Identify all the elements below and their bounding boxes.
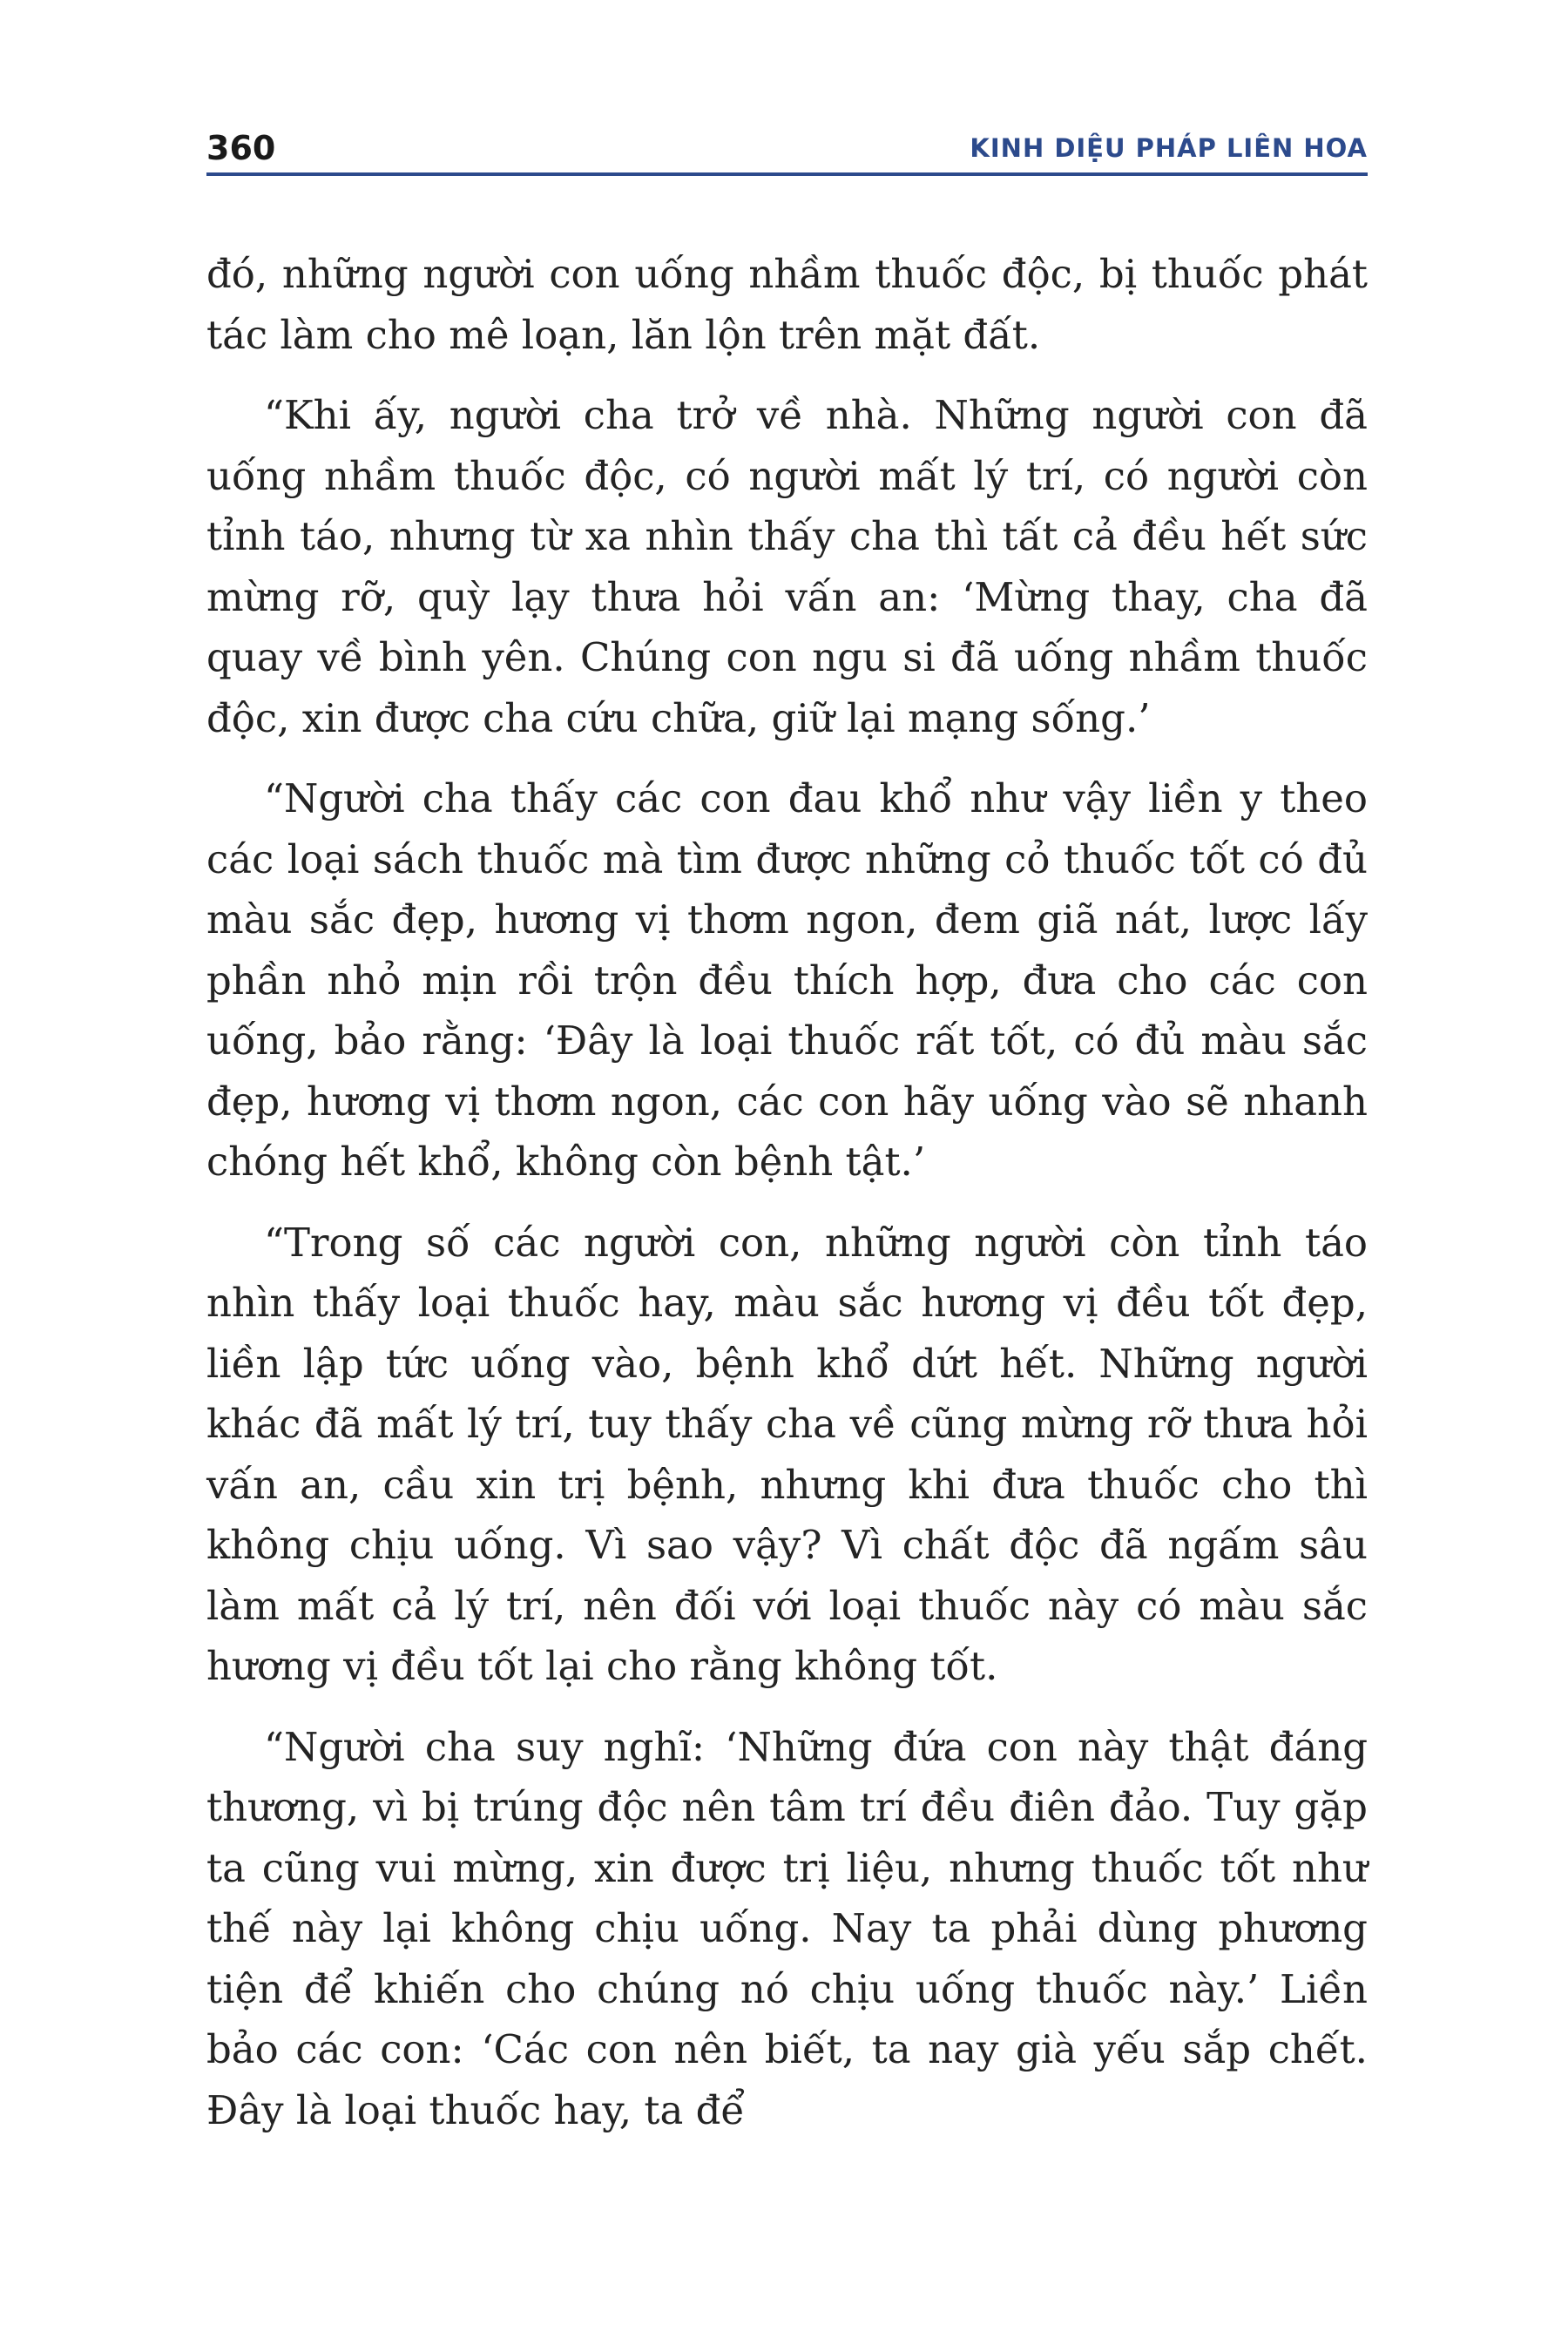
paragraph-2: “Khi ấy, người cha trở về nhà. Những người con đã uống nhầm thuốc độc, có người mất lý trí, có người còn tỉnh táo, nhưng từ xa nhìn thấy cha thì tất cả đều hết sức mừng rỡ, quỳ lạy thưa hỏi vấn an: ‘Mừng thay, cha đã quay về bình yên. Chúng con ngu si đã uống nhầm thuốc độc, xin được cha cứu chữa, giữ lại mạng sống.’ (206, 392, 1368, 741)
paragraph-5: “Người cha suy nghĩ: ‘Những đứa con này thật đáng thương, vì bị trúng độc nên tâm trí đều điên đảo. Tuy gặp ta cũng vui mừng, xin được trị liệu, nhưng thuốc tốt như thế này lại không chịu uống. Nay ta phải dùng phương tiện để khiến cho chúng nó chịu uống thuốc này.’ Liền bảo các con: ‘Các con nên biết, ta nay già yếu sắp chết. Đây là loại thuốc hay, ta để (206, 1723, 1368, 2133)
page-body (206, 244, 1368, 2160)
running-title: KINH DIỆU PHÁP LIÊN HOA (970, 133, 1368, 163)
paragraph-3: “Người cha thấy các con đau khổ như vậy liền y theo các loại sách thuốc mà tìm được những cỏ thuốc tốt có đủ màu sắc đẹp, hương vị thơm ngon, đem giã nát, lược lấy phần nhỏ mịn rồi trộn đều thích hợp, đưa cho các con uống, bảo rằng: ‘Đây là loại thuốc rất tốt, có đủ màu sắc đẹp, hương vị thơm ngon, các con hãy uống vào sẽ nhanh chóng hết khổ, không còn bệnh tật.’ (206, 775, 1368, 1185)
page-number: 360 (206, 129, 276, 167)
page-header (206, 129, 1368, 176)
paragraph-1: đó, những người con uống nhầm thuốc độc, bị thuốc phát tác làm cho mê loạn, lăn lộn trên mặt đất. (206, 251, 1368, 358)
header-divider (206, 172, 1368, 176)
paragraph-4: “Trong số các người con, những người còn tỉnh táo nhìn thấy loại thuốc hay, màu sắc hương vị đều tốt đẹp, liền lập tức uống vào, bệnh khổ dứt hết. Những người khác đã mất lý trí, tuy thấy cha về cũng mừng rỡ thưa hỏi vấn an, cầu xin trị bệnh, nhưng khi đưa thuốc cho thì không chịu uống. Vì sao vậy? Vì chất độc đã ngấm sâu làm mất cả lý trí, nên đối với loại thuốc này có màu sắc hương vị đều tốt lại cho rằng không tốt. (206, 1219, 1368, 1689)
